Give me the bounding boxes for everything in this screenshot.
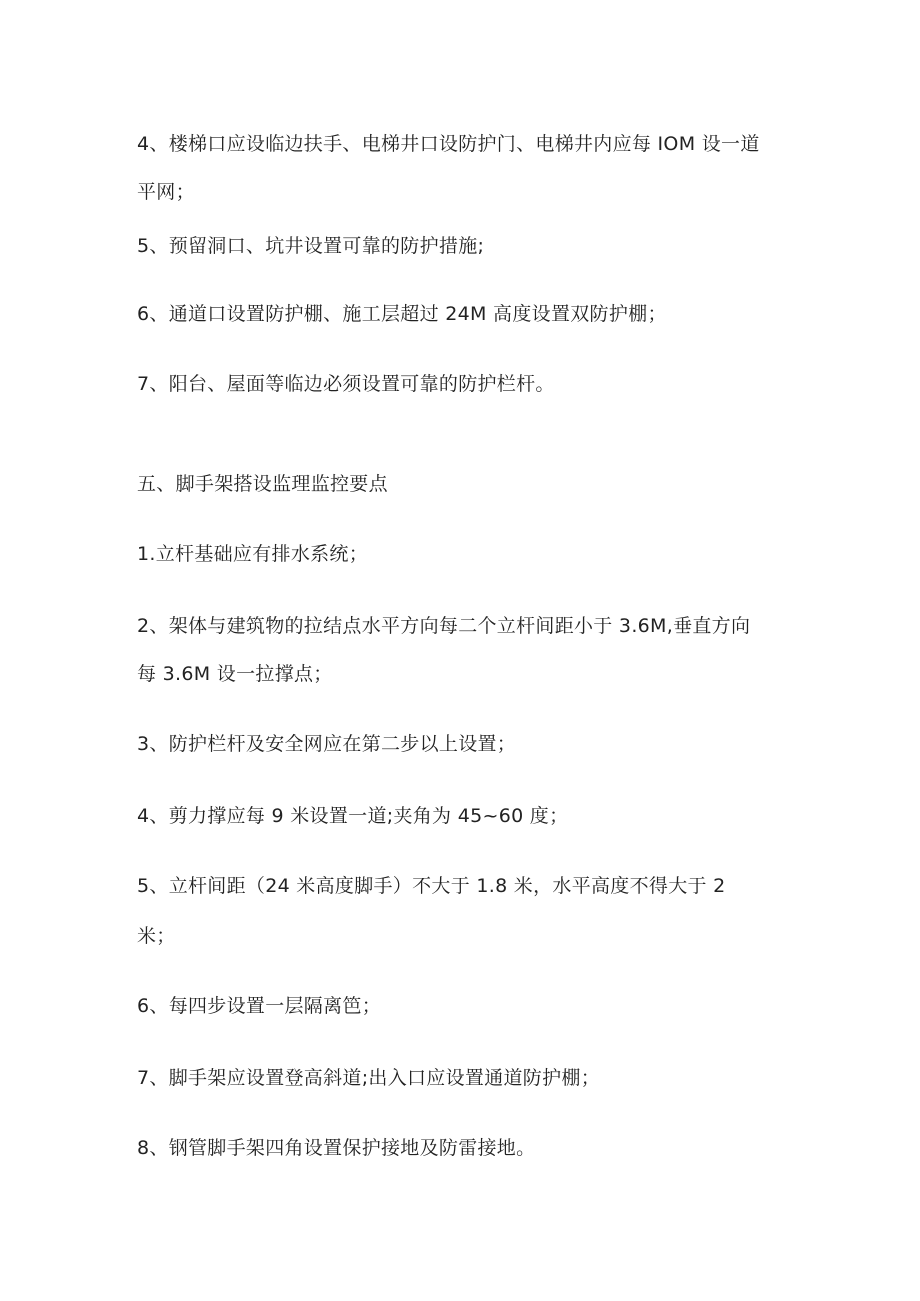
scaffold-item-1: 1.立杆基础应有排水系统； bbox=[137, 543, 369, 565]
item-5: 5、预留洞口、坑井设置可靠的防护措施; bbox=[137, 235, 485, 257]
scaffold-item-2-line-1: 2、架体与建筑物的拉结点水平方向每二个立杆间距小于 3.6M,垂直方向 bbox=[137, 615, 751, 637]
item-7: 7、阳台、屋面等临边必须设置可靠的防护栏杆。 bbox=[137, 373, 555, 395]
scaffold-item-2-line-2: 每 3.6M 设一拉撑点； bbox=[137, 663, 333, 685]
scaffold-item-5-line-1: 5、立杆间距（24 米高度脚手）不大于 1.8 米，水平高度不得大于 2 bbox=[137, 875, 726, 897]
item-6: 6、通道口设置防护棚、施工层超过 24M 高度设置双防护棚； bbox=[137, 303, 667, 325]
scaffold-item-8: 8、钢管脚手架四角设置保护接地及防雷接地。 bbox=[137, 1137, 536, 1159]
item-4-line-1: 4、楼梯口应设临边扶手、电梯井口设防护门、电梯井内应每 IOM 设一道 bbox=[137, 133, 760, 155]
scaffold-item-4: 4、剪力撑应每 9 米设置一道;夹角为 45~60 度； bbox=[137, 805, 569, 827]
item-4-line-2: 平网； bbox=[137, 181, 195, 203]
scaffold-item-6: 6、每四步设置一层隔离笆； bbox=[137, 995, 381, 1017]
scaffold-item-5-line-2: 米； bbox=[137, 925, 176, 947]
scaffold-item-3: 3、防护栏杆及安全网应在第二步以上设置； bbox=[137, 733, 517, 755]
scaffold-item-7: 7、脚手架应设置登高斜道;出入口应设置通道防护棚； bbox=[137, 1067, 600, 1089]
section-five-heading: 五、脚手架搭设监理监控要点 bbox=[137, 473, 388, 495]
